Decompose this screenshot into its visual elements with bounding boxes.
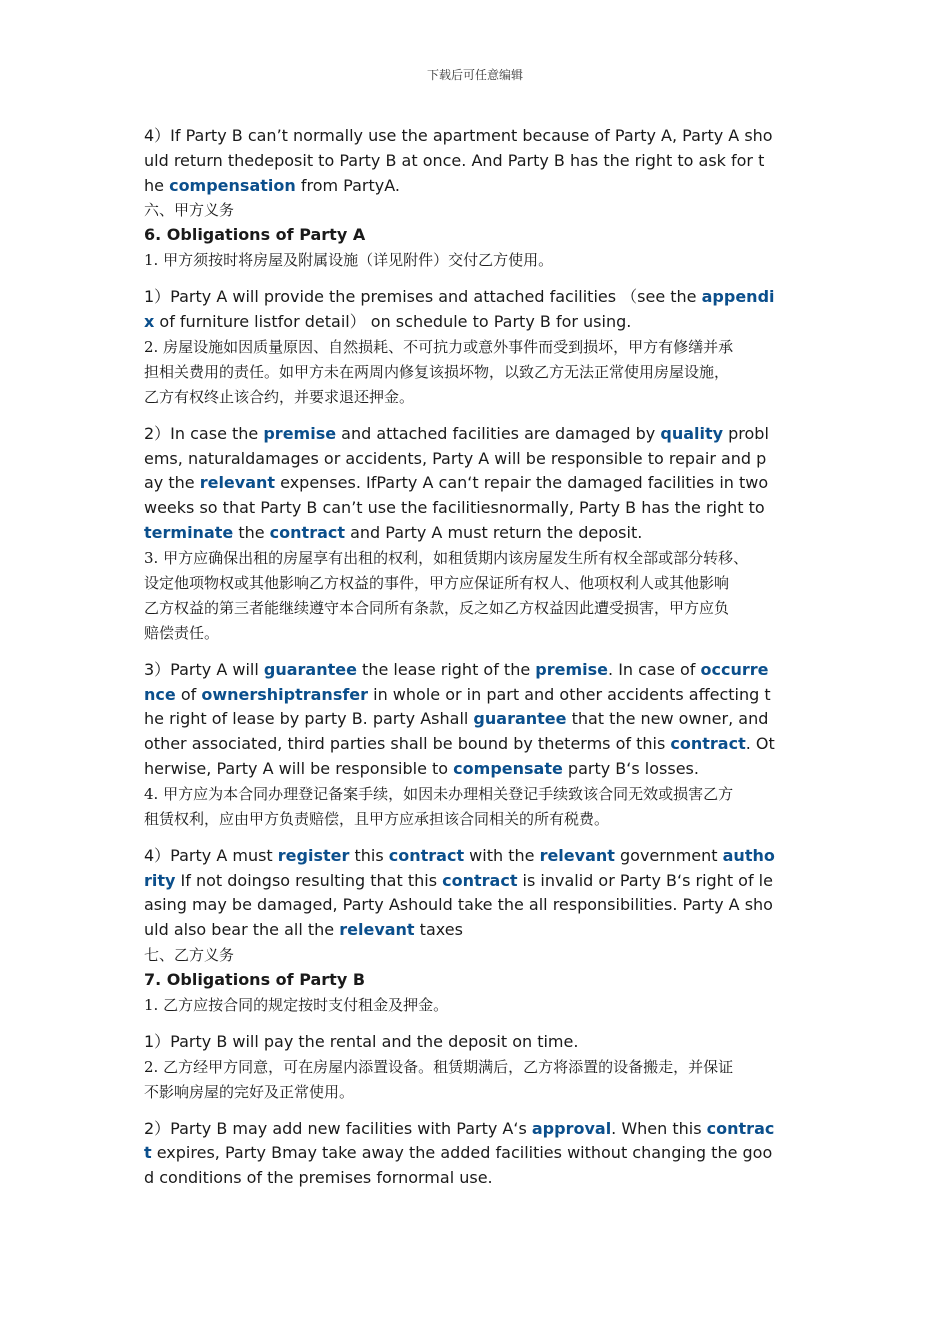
text-run: the <box>233 522 270 542</box>
text-line <box>144 757 816 782</box>
keyword: contrac <box>706 1118 775 1138</box>
text-run: 3. 甲方应确保出租的房屋享有出租的权利，如租赁期内该房屋发生所有权全部或部分转移、 <box>144 548 749 567</box>
keyword: x <box>144 311 155 331</box>
chinese-paragraph <box>144 943 816 968</box>
chinese-paragraph <box>144 546 816 646</box>
text-line <box>144 707 816 732</box>
page-header: 下载后可任意编辑 <box>426 68 523 82</box>
text-line <box>144 621 816 646</box>
keyword: relevant <box>199 473 276 493</box>
text-run: that the new owner, and <box>566 709 769 729</box>
text-run: expenses. IfParty A can‘t repair the damaged facilities in two <box>275 473 769 493</box>
text-line <box>144 422 816 447</box>
text-run: d conditions of the premises fornormal use. <box>144 1168 493 1188</box>
paragraph-gap <box>144 273 816 285</box>
text-line <box>144 844 816 869</box>
text-run: in whole or in part and other accidents affecting t <box>368 684 771 704</box>
text-run: 1）Party B will pay the rental and the deposit on time. <box>144 1031 579 1051</box>
keyword: compensate <box>453 758 563 778</box>
text-line <box>144 285 816 310</box>
text-line <box>144 149 816 174</box>
text-run: with the <box>464 845 540 865</box>
keyword: compensation <box>169 175 296 195</box>
keyword: contract <box>442 870 518 890</box>
text-line <box>144 893 816 918</box>
paragraph-gap <box>144 646 816 658</box>
text-line <box>144 198 816 223</box>
text-line <box>144 658 816 683</box>
english-paragraph <box>144 658 816 782</box>
keyword: autho <box>722 845 775 865</box>
text-line <box>144 1080 816 1105</box>
text-run: 不影响房屋的完好及正常使用。 <box>144 1082 355 1101</box>
chinese-paragraph <box>144 1055 816 1105</box>
text-run: 2. 乙方经甲方同意，可在房屋内添置设备。租赁期满后，乙方将添置的设备搬走，并保证 <box>144 1057 734 1076</box>
text-line <box>144 683 816 708</box>
text-run: 1. 乙方应按合同的规定按时支付租金及押金。 <box>144 995 449 1014</box>
keyword: relevant <box>339 920 415 940</box>
text-line <box>144 782 816 807</box>
text-run: 4. 甲方应为本合同办理登记备案手续，如因未办理相关登记手续致该合同无效或损害乙方 <box>144 784 734 803</box>
keyword: quality <box>660 423 724 443</box>
keyword: appendi <box>701 287 775 307</box>
paragraph-gap <box>144 1105 816 1117</box>
keyword: contract <box>269 522 346 542</box>
text-run: government <box>614 845 723 865</box>
text-line <box>144 471 816 496</box>
text-line <box>144 1166 816 1191</box>
text-line <box>144 310 816 335</box>
text-line <box>144 943 816 968</box>
text-run: from PartyA. <box>295 175 400 195</box>
text-run: 3）Party A will <box>144 659 264 679</box>
text-run: . Ot <box>745 734 775 754</box>
text-run: 7. Obligations of Party B <box>144 969 366 989</box>
text-run: 1）Party A will provide the premises and attached facilities （see the <box>144 287 702 307</box>
text-line <box>144 1141 816 1166</box>
section-heading <box>144 223 816 248</box>
text-run: 六、甲方义务 <box>144 201 235 220</box>
keyword: premise <box>535 659 609 679</box>
text-line <box>144 496 816 521</box>
text-run: weeks so that Party B can’t use the facilitiesnormally, Party B has the right to <box>144 498 765 518</box>
text-run: expires, Party Bmay take away the added facilities without changing the goo <box>151 1143 773 1163</box>
keyword: contract <box>670 734 746 754</box>
chinese-paragraph <box>144 198 816 223</box>
text-run: party B‘s losses. <box>562 758 699 778</box>
text-run: taxes <box>414 920 463 940</box>
text-line <box>144 968 816 993</box>
english-paragraph <box>144 285 816 335</box>
text-line <box>144 174 816 199</box>
text-run: 4）Party A must <box>144 845 278 865</box>
text-line <box>144 1117 816 1142</box>
text-run: of furniture listfor detail） on schedule to Party B for using. <box>154 311 632 331</box>
text-run: probl <box>723 423 769 443</box>
text-run: 乙方有权终止该合约，并要求退还押金。 <box>144 387 415 406</box>
text-line <box>144 596 816 621</box>
text-line <box>144 223 816 248</box>
text-run: he <box>144 175 170 195</box>
text-run: 2）In case the <box>144 423 264 443</box>
keyword: approval <box>531 1118 612 1138</box>
text-run: uld also bear the all the <box>144 920 340 940</box>
text-line <box>144 869 816 894</box>
text-run: 2. 房屋设施如因质量原因、自然损耗、不可抗力或意外事件而受到损坏，甲方有修缮并承 <box>144 337 734 356</box>
chinese-paragraph <box>144 335 816 410</box>
text-run: 2）Party B may add new facilities with Party A‘s <box>144 1118 532 1138</box>
text-line <box>144 360 816 385</box>
text-run: . In case of <box>608 659 701 679</box>
text-line <box>144 385 816 410</box>
text-run: ems, naturaldamages or accidents, Party A will be responsible to repair and p <box>144 448 767 468</box>
text-line <box>144 521 816 546</box>
keyword: rity <box>144 870 176 890</box>
text-line <box>144 1030 816 1055</box>
text-run: 6. Obligations of Party A <box>144 225 366 245</box>
text-line <box>144 335 816 360</box>
text-run: and Party A must return the deposit. <box>345 522 643 542</box>
paragraph-gap <box>144 832 816 844</box>
keyword: contract <box>388 845 465 865</box>
keyword: guarantee <box>473 709 567 729</box>
paragraph-gap <box>144 410 816 422</box>
text-run: 设定他项物权或其他影响乙方权益的事件，甲方应保证所有权人、他项权利人或其他影响 <box>144 573 730 592</box>
keyword: nce <box>144 684 176 704</box>
text-run: asing may be damaged, Party Ashould take the all responsibilities. Party A sho <box>144 895 773 915</box>
document-body <box>144 124 816 1191</box>
text-line <box>144 571 816 596</box>
text-run: of <box>175 684 202 704</box>
english-paragraph <box>144 1117 816 1191</box>
text-line <box>144 124 816 149</box>
text-line <box>144 918 816 943</box>
text-line <box>144 807 816 832</box>
english-paragraph <box>144 1030 816 1055</box>
keyword: premise <box>263 423 337 443</box>
text-run: 4）If Party B can’t normally use the apartment because of Party A, Party A sho <box>144 126 773 145</box>
text-run: . When this <box>611 1118 707 1138</box>
paragraph-gap <box>144 1018 816 1030</box>
text-line <box>144 732 816 757</box>
text-run: other associated, third parties shall be bound by theterms of this <box>144 734 671 754</box>
text-run: If not doingso resulting that this <box>175 870 443 890</box>
english-paragraph <box>144 124 816 198</box>
text-run: 担相关费用的责任。如甲方未在两周内修复该损坏物，以致乙方无法正常使用房屋设施， <box>144 362 730 381</box>
keyword: guarantee <box>263 659 357 679</box>
text-line <box>144 1055 816 1080</box>
english-paragraph <box>144 422 816 546</box>
text-run: uld return thedeposit to Party B at once. And Party B has the right to ask for t <box>144 150 765 170</box>
text-line <box>144 248 816 273</box>
text-run: 七、乙方义务 <box>144 945 235 964</box>
keyword: register <box>277 845 350 865</box>
text-run: 乙方权益的第三者能继续遵守本合同所有条款，反之如乙方权益因此遭受损害，甲方应负 <box>144 598 730 617</box>
english-paragraph <box>144 844 816 943</box>
text-run: he right of lease by party B. party Ashall <box>144 709 474 729</box>
text-run: 1. 甲方须按时将房屋及附属设施（详见附件）交付乙方使用。 <box>144 251 554 270</box>
keyword: t <box>144 1143 152 1163</box>
keyword: relevant <box>539 845 615 865</box>
keyword: ownershiptransfer <box>201 684 369 704</box>
keyword: occurre <box>700 659 769 679</box>
chinese-paragraph <box>144 248 816 273</box>
text-run: ay the <box>144 473 200 493</box>
text-line <box>144 993 816 1018</box>
text-run: 租赁权利，应由甲方负责赔偿，且甲方应承担该合同相关的所有税费。 <box>144 809 610 828</box>
text-line <box>144 447 816 472</box>
text-run: herwise, Party A will be responsible to <box>144 758 454 778</box>
text-run: and attached facilities are damaged by <box>336 423 661 443</box>
text-run: the lease right of the <box>356 659 536 679</box>
section-heading <box>144 968 816 993</box>
text-run: is invalid or Party B‘s right of le <box>517 870 773 890</box>
text-line <box>144 546 816 571</box>
text-run: 赔偿责任。 <box>144 623 220 642</box>
keyword: terminate <box>144 522 234 542</box>
text-run: this <box>349 845 389 865</box>
chinese-paragraph <box>144 993 816 1018</box>
chinese-paragraph <box>144 782 816 832</box>
